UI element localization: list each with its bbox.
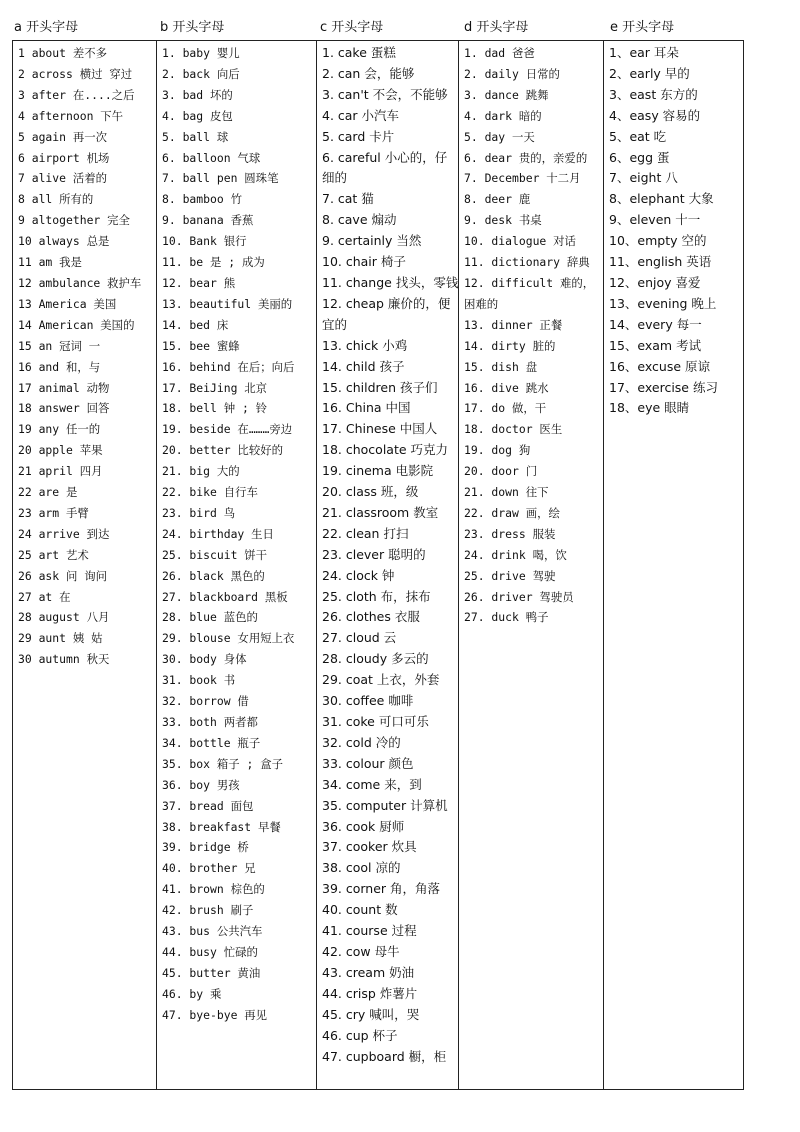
word-entry: 24. clock 钟	[322, 567, 395, 583]
word-entry: 12. bear 熊	[162, 275, 236, 290]
column-c	[316, 41, 458, 1089]
word-entry: 23 arm 手臂	[18, 505, 89, 520]
word-entry: 24. birthday 生日	[162, 526, 274, 541]
word-entry: 16. behind 在后；向后	[162, 359, 295, 374]
word-entry: 4. bag 皮包	[162, 108, 233, 123]
word-entry: 15. dish 盘	[464, 359, 538, 374]
word-entry: 42. brush 刷子	[162, 903, 254, 918]
word-entry: 4. dark 暗的	[464, 108, 542, 123]
word-entry: 16. dive 跳水	[464, 380, 549, 395]
word-entry: 24 arrive 到达	[18, 526, 110, 541]
word-entry: 44. crisp 炸薯片	[322, 985, 418, 1001]
word-entry: 14. bed 床	[162, 317, 229, 332]
word-entry: 46. cup 杯子	[322, 1027, 398, 1043]
word-entry: 6. dear 贵的，亲爱的	[464, 150, 588, 165]
word-entry: 15 an 冠词 一	[18, 338, 101, 353]
word-entry: 2. daily 日常的	[464, 66, 560, 81]
word-entry: 1. baby 婴儿	[162, 46, 240, 60]
word-entry: 19 any 任一的	[18, 422, 101, 437]
column-b	[156, 41, 316, 1089]
word-entry: 34. come 来，到	[322, 776, 422, 792]
word-entry: 29. coat 上衣，外套	[322, 672, 440, 688]
word-entry: 10. Bank 银行	[162, 234, 247, 249]
word-entry: 47. cupboard 橱，柜	[322, 1048, 447, 1064]
word-entry: 43. bus 公共汽车	[162, 924, 263, 939]
word-entry: 8 all 所有的	[18, 192, 94, 207]
word-entry: 1. dad 爸爸	[464, 46, 535, 60]
word-entry: 27. duck 鸭子	[464, 610, 549, 625]
word-entry: 3. dance 跳舞	[464, 87, 549, 102]
word-entry: 37. cooker 炊具	[322, 839, 417, 855]
word-entry: 43. cream 奶油	[322, 964, 415, 980]
column-e	[603, 41, 743, 1089]
word-entry: 16 and 和，与	[18, 359, 101, 374]
word-entry: 20 apple 苹果	[18, 443, 103, 458]
word-entry: 2、early 早的	[609, 65, 690, 81]
word-entry: 14、every 每一	[609, 316, 702, 332]
word-entry: 12. difficult 难的，困难的	[464, 275, 595, 311]
word-entry: 6. balloon 气球	[162, 150, 261, 165]
word-entry: 13、evening 晚上	[609, 295, 717, 311]
word-entry: 10、empty 空的	[609, 233, 707, 249]
word-entry: 23. bird 鸟	[162, 505, 236, 520]
word-entry: 27. cloud 云	[322, 630, 397, 646]
word-entry: 13. beautiful 美丽的	[162, 296, 293, 311]
word-entry: 12、enjoy 喜爱	[609, 274, 701, 290]
word-entry: 5、eat 吃	[609, 128, 667, 144]
word-entry: 39. corner 角，角落	[322, 881, 441, 897]
word-entry: 21. classroom 教室	[322, 504, 439, 520]
word-entry: 22 are 是	[18, 485, 78, 500]
word-entry: 8. cave 煽动	[322, 212, 397, 228]
word-entry: 8. deer 鹿	[464, 192, 531, 207]
word-entry: 21. big 大的	[162, 464, 240, 479]
word-entry: 31. coke 可口可乐	[322, 714, 429, 729]
word-entry: 4、easy 容易的	[609, 107, 701, 123]
word-entry: 2 across 横过 穿过	[18, 66, 133, 81]
word-entry: 12 ambulance 救护车	[18, 275, 142, 290]
word-entry: 44. busy 忙碌的	[162, 944, 258, 959]
word-entry: 32. borrow 借	[162, 694, 249, 709]
word-entry: 21. down 往下	[464, 485, 549, 500]
word-entry: 35. box 箱子 ; 盒子	[162, 756, 283, 771]
word-entry: 9、eleven 十一	[609, 212, 701, 228]
word-entry: 38. cool 凉的	[322, 860, 401, 876]
word-entry: 2. back 向后	[162, 66, 240, 81]
word-entry: 9. banana 香蕉	[162, 213, 254, 228]
word-entry: 33. both 两者都	[162, 715, 258, 729]
word-entry: 42. cow 母牛	[322, 943, 400, 959]
word-entry: 3、east 东方的	[609, 86, 698, 102]
header-c: c 开头字母	[320, 20, 384, 35]
word-entry: 34. bottle 瓶子	[162, 735, 261, 750]
word-entry: 36. cook 厨师	[322, 818, 405, 834]
column-headers	[12, 18, 744, 38]
word-entry: 40. brother 兄	[162, 861, 256, 876]
word-entry: 11. change 找头，零钱	[322, 274, 458, 290]
word-entry: 11、english 英语	[609, 254, 712, 270]
word-entry: 13 America 美国	[18, 296, 117, 311]
word-entry: 5. ball 球	[162, 129, 229, 144]
word-entry: 45. butter 黄油	[162, 965, 261, 980]
header-e: e 开头字母	[610, 20, 675, 35]
word-entry: 7 alive 活着的	[18, 171, 108, 186]
word-entry: 39. bridge 桥	[162, 840, 249, 855]
word-entry: 5. card 卡片	[322, 128, 395, 144]
header-b: b 开头字母	[160, 20, 225, 35]
word-entry: 10 always 总是	[18, 234, 110, 249]
word-entry: 35. computer 计算机	[322, 797, 448, 813]
word-entry: 32. cold 冷的	[322, 734, 401, 750]
word-entry: 37. bread 面包	[162, 798, 254, 813]
word-entry: 11 am 我是	[18, 255, 82, 270]
word-entry: 3. bad 坏的	[162, 87, 233, 102]
word-entry: 4. car 小汽车	[322, 107, 400, 123]
word-entry: 28 august 八月	[18, 610, 110, 625]
word-entry: 7. cat 猫	[322, 191, 374, 207]
word-entry: 26 ask 问 询问	[18, 568, 108, 583]
word-entry: 19. beside 在………旁边	[162, 422, 293, 437]
word-entry: 17. do 做，干	[464, 401, 547, 416]
word-entry: 2. can 会，能够	[322, 65, 415, 81]
word-entry: 1. cake 蛋糕	[322, 45, 396, 60]
word-entry: 26. driver 驾驶员	[464, 589, 574, 604]
word-entry: 18、eye 眼睛	[609, 400, 690, 416]
word-entry: 22. draw 画，绘	[464, 505, 560, 520]
word-entry: 22. bike 自行车	[162, 485, 258, 500]
word-entry: 45. cry 喊叫，哭	[322, 1006, 420, 1022]
word-entry: 19. cinema 电影院	[322, 463, 434, 479]
word-entry: 18 answer 回答	[18, 401, 110, 416]
word-entry: 3 after 在....之后	[18, 87, 135, 102]
word-entry: 16、excuse 原谅	[609, 358, 711, 374]
word-entry: 47. bye-bye 再见	[162, 1007, 268, 1022]
word-entry: 46. by 乘	[162, 986, 222, 1001]
word-entry: 7、eight 八	[609, 170, 678, 186]
word-entry: 17. Chinese 中国人	[322, 421, 438, 437]
word-entry: 33. colour 颜色	[322, 755, 414, 771]
word-entry: 20. class 班，级	[322, 484, 419, 500]
word-entry: 15. bee 蜜蜂	[162, 338, 240, 353]
word-entry: 38. breakfast 早餐	[162, 819, 281, 834]
word-entry: 25 art 艺术	[18, 547, 89, 562]
word-entry: 9. certainly 当然	[322, 233, 422, 249]
word-entry: 40. count 数	[322, 902, 398, 918]
word-entry: 15、exam 考试	[609, 337, 702, 353]
word-entry: 14. dirty 脏的	[464, 338, 556, 353]
word-entry: 36. boy 男孩	[162, 777, 240, 792]
word-entry: 29. blouse 女用短上衣	[162, 631, 295, 646]
word-entry: 17. BeiJing 北京	[162, 380, 268, 395]
word-entry: 25. drive 驾驶	[464, 568, 556, 583]
word-entry: 25. biscuit 饼干	[162, 547, 268, 562]
word-entry: 7. ball pen 圆珠笔	[162, 171, 279, 186]
word-entry: 30 autumn 秋天	[18, 652, 110, 667]
word-entry: 22. clean 打扫	[322, 525, 409, 541]
word-entry: 16. China 中国	[322, 400, 411, 416]
word-entry: 11. dictionary 辞典	[464, 255, 590, 270]
word-entry: 23. dress 服装	[464, 526, 556, 541]
word-entry: 21 april 四月	[18, 464, 103, 479]
word-entry: 6. careful 小心的，仔细的	[322, 149, 448, 186]
word-entry: 8. bamboo 竹	[162, 192, 242, 207]
word-entry: 28. cloudy 多云的	[322, 651, 429, 667]
word-entry: 12. cheap 廉价的，便宜的	[322, 295, 451, 332]
word-entry: 6、egg 蛋	[609, 149, 670, 165]
word-entry: 41. brown 棕色的	[162, 882, 265, 897]
word-entry: 18. bell 钟 ; 铃	[162, 401, 268, 416]
word-entry: 5. day 一天	[464, 129, 535, 144]
word-entry: 19. dog 狗	[464, 443, 531, 458]
word-entry: 13. chick 小鸡	[322, 337, 408, 353]
word-entry: 9. desk 书桌	[464, 213, 542, 228]
column-a	[13, 41, 156, 1089]
word-entry: 41. course 过程	[322, 923, 417, 939]
word-entry: 31. book 书	[162, 673, 236, 688]
word-entry: 10. dialogue 对话	[464, 234, 576, 249]
word-entry: 23. clever 聪明的	[322, 546, 426, 562]
word-entry: 14. child 孩子	[322, 358, 405, 374]
word-entry: 28. blue 蓝色的	[162, 610, 258, 625]
word-entry: 15. children 孩子们	[322, 379, 438, 395]
word-entry: 18. doctor 医生	[464, 422, 563, 437]
word-entry: 20. better 比较好的	[162, 443, 283, 458]
word-entry: 30. coffee 咖啡	[322, 693, 414, 709]
word-entry: 1、ear 耳朵	[609, 45, 679, 60]
word-entry: 5 again 再一次	[18, 129, 108, 144]
word-entry: 6 airport 机场	[18, 150, 110, 165]
word-entry: 4 afternoon 下午	[18, 108, 124, 123]
word-entry: 14 American 美国的	[18, 317, 135, 332]
word-entry: 17 animal 动物	[18, 380, 110, 395]
word-entry: 9 altogether 完全	[18, 213, 130, 228]
header-d: d 开头字母	[464, 20, 529, 35]
word-entry: 26. black 黑色的	[162, 568, 265, 583]
word-entry: 30. body 身体	[162, 652, 247, 667]
word-entry: 25. cloth 布，抹布	[322, 588, 431, 604]
column-d	[458, 41, 603, 1089]
word-entry: 3. can't 不会，不能够	[322, 86, 448, 102]
word-entry: 7. December 十二月	[464, 171, 581, 186]
word-entry: 8、elephant 大象	[609, 191, 714, 207]
word-entry: 17、exercise 练习	[609, 379, 718, 395]
word-entry: 27. blackboard 黑板	[162, 589, 288, 604]
word-entry: 26. clothes 衣服	[322, 609, 420, 625]
word-entry: 29 aunt 姨 姑	[18, 631, 103, 646]
word-entry: 24. drink 喝，饮	[464, 547, 567, 562]
word-entry: 20. door 门	[464, 464, 538, 479]
word-entry: 18. chocolate 巧克力	[322, 442, 449, 458]
vocabulary-table	[12, 40, 744, 1090]
word-entry: 1 about 差不多	[18, 46, 108, 60]
word-entry: 11. be 是 ; 成为	[162, 255, 265, 270]
word-entry: 10. chair 椅子	[322, 254, 406, 270]
word-entry: 13. dinner 正餐	[464, 317, 563, 332]
word-entry: 27 at 在	[18, 589, 71, 604]
header-a: a 开头字母	[14, 20, 79, 35]
